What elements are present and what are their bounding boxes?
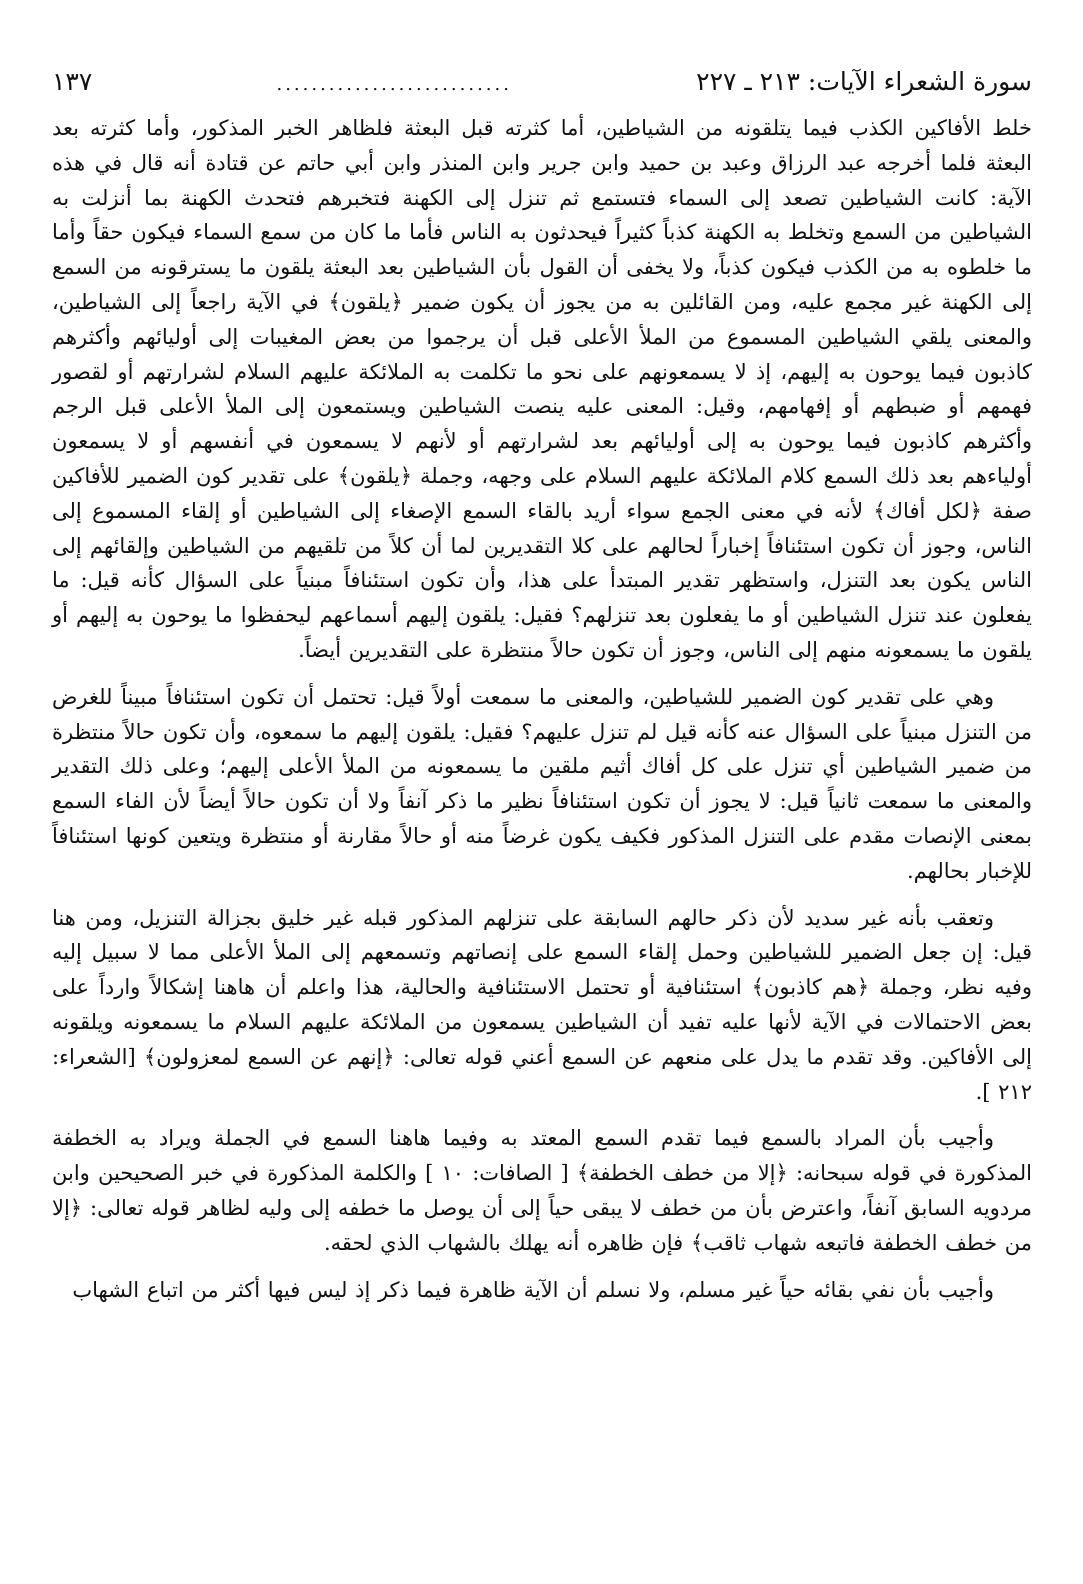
paragraph-3: وتعقب بأنه غير سديد لأن ذكر حالهم السابقة على تنزلهم المذكور قبله غير خليق بجزالة التنزيل، ومن هنا قيل: إن جعل الضمير للشياطين وحمل إلقاء السمع على إنصاتهم وتسمعهم إلى الملأ الأعلى مما لا سبيل إليه وفيه نظر، وجملة ﴿هم كاذبون﴾ استئنافية أو تحتمل الاستئنافية والحالية، هذا واعلم أن هاهنا إشكالاً وارداً على بعض الاحتمالات في الآية لأنها عليه تفيد أن الشياطين يسمعون من الملائكة عليهم السلام ما يسمعونه ويلقونه إلى الأفاكين. وقد تقدم ما يدل على منعهم عن السمع أعني قوله تعالى: ﴿إنهم عن السمع لمعزولون﴾ [الشعراء: ٢١٢ ]. — [52, 905, 1032, 1104]
paragraph-4: وأجيب بأن المراد بالسمع فيما تقدم السمع المعتد به وفيما هاهنا السمع في الجملة ويراد به الخطفة المذكورة في قوله سبحانه: ﴿إلا من خطف الخطفة﴾ [ الصافات: ١٠ ] والكلمة المذكورة في خبر الصحيحين وابن مردويه السابق آنفاً، واعترض بأن من خطف لا يبقى حياً إلى أن يوصل ما خطفه إلى وليه لظاهر قوله تعالى: ﴿إلا من خطف الخطفة فاتبعه شهاب ثاقب﴾ فإن ظاهره أنه يهلك بالشهاب الذي لحقه. — [52, 1126, 1032, 1255]
leader-dots: ........................... — [276, 74, 512, 95]
page-number: ١٣٧ — [52, 67, 93, 96]
paragraph-2: وهي على تقدير كون الضمير للشياطين، والمعنى ما سمعت أولاً قيل: تحتمل أن تكون استئنافاً مبيناً للغرض من التنزل مبنياً على السؤال عنه كأنه قيل لم تنزل عليهم؟ فقيل: يلقون إليهم ما سمعوه، وأن تكون حالاً منتظرة من ضمير الشياطين أي تنزل على كل أفاك أثيم ملقين ما يسمعونه من الملأ الأعلى إليهم؛ وعلى ذلك التقدير والمعنى ما سمعت ثانياً قيل: لا يجوز أن تكون استئنافاً نظير ما ذكر آنفاً ولا أن تكون حالاً أيضاً لأن الفاء السمع بمعنى الإنصات مقدم على التنزل المذكور فكيف يكون غرضاً منه أو حالاً مقارنة أو منتظرة ويتعين كونها استئنافاً للإخبار بحالهم. — [52, 684, 1033, 883]
page — [52, 62, 1032, 1319]
paragraph-1: خلط الأفاكين الكذب فيما يتلقونه من الشياطين، أما كثرته قبل البعثة فلظاهر الخبر المذكور، وأما كثرته بعد البعثة فلما أخرجه عبد الرزاق وعبد بن حميد وابن جرير وابن المنذر وابن أبي حاتم عن قتادة أنه قال في هذه الآية: كانت الشياطين تصعد إلى السماء فتستمع ثم تنزل إلى الكهنة فتخبرهم فتحدث الكهنة بما أنزلت به الشياطين من السمع وتخلط به الكهنة كذباً كثيراً فيحدثون به الناس فأما ما كان من سمع السماء فيكون حقاً وأما ما خلطوه به من الكذب فيكون كذباً، ولا يخفى أن القول بأن الشياطين بعد البعثة يلقون ما يسترقونه من السمع إلى الكهنة غير مجمع عليه، ومن القائلين به من يجوز أن يكون ضمير ﴿يلقون﴾ في الآية راجعاً إلى الشياطين، والمعنى يلقي الشياطين المسموع من الملأ الأعلى قبل أن يرجموا من بعض المغيبات إلى أوليائهم وأكثرهم كاذبون فيما يوحون به إليهم، إذ لا يسمعونهم على نحو ما تكلمت به الملائكة عليهم السلام لشرارتهم أو لقصور فهمهم أو ضبطهم أو إفهامهم، وقيل: المعنى عليه ينصت الشياطين ويستمعون إلى الملأ الأعلى قبل الرجم وأكثرهم كاذبون فيما يوحون به إلى أوليائهم بعد لشرارتهم أو لأنهم لا يسمعون في أنفسهم أو لا يسمعون أولياءهم بعد ذلك السمع كلام الملائكة عليهم السلام على وجهه، وجملة ﴿يلقون﴾ على تقدير كون الضمير للأفاكين صفة ﴿لكل أفاك﴾ لأنه في معنى الجمع سواء أريد بالقاء السمع الإصغاء إلى الشياطين أو إلقاء المسموع إلى الناس، وجوز أن تكون استئنافاً إخباراً لحالهم على كلا التقديرين لما أن كلاً من تلقيهم من الشياطين وإلقائهم إلى الناس يكون بعد التنزل، واستظهر تقدير المبتدأ على هذا، وأن تكون استئنافاً مبنياً على السؤال كأنه قيل: ما يفعلون عند تنزل الشياطين أو ما يفعلون بعد تنزلهم؟ فقيل: يلقون إليهم أسماعهم ليحفظوا ما يوحون به إليهم أو يلقون ما يسمعونه منهم إلى الناس، وجوز أن تكون حالاً منتظرة على التقديرين أيضاً. — [52, 116, 1033, 662]
paragraph-5: وأجيب بأن نفي بقائه حياً غير مسلم، ولا نسلم أن الآية ظاهرة فيما ذكر إذ ليس فيها أكثر من اتباع الشهاب — [72, 1277, 994, 1302]
chapter-title: سورة الشعراء الآيات: ٢١٣ ـ ٢٢٧ — [696, 67, 1032, 96]
running-head — [52, 62, 1032, 105]
